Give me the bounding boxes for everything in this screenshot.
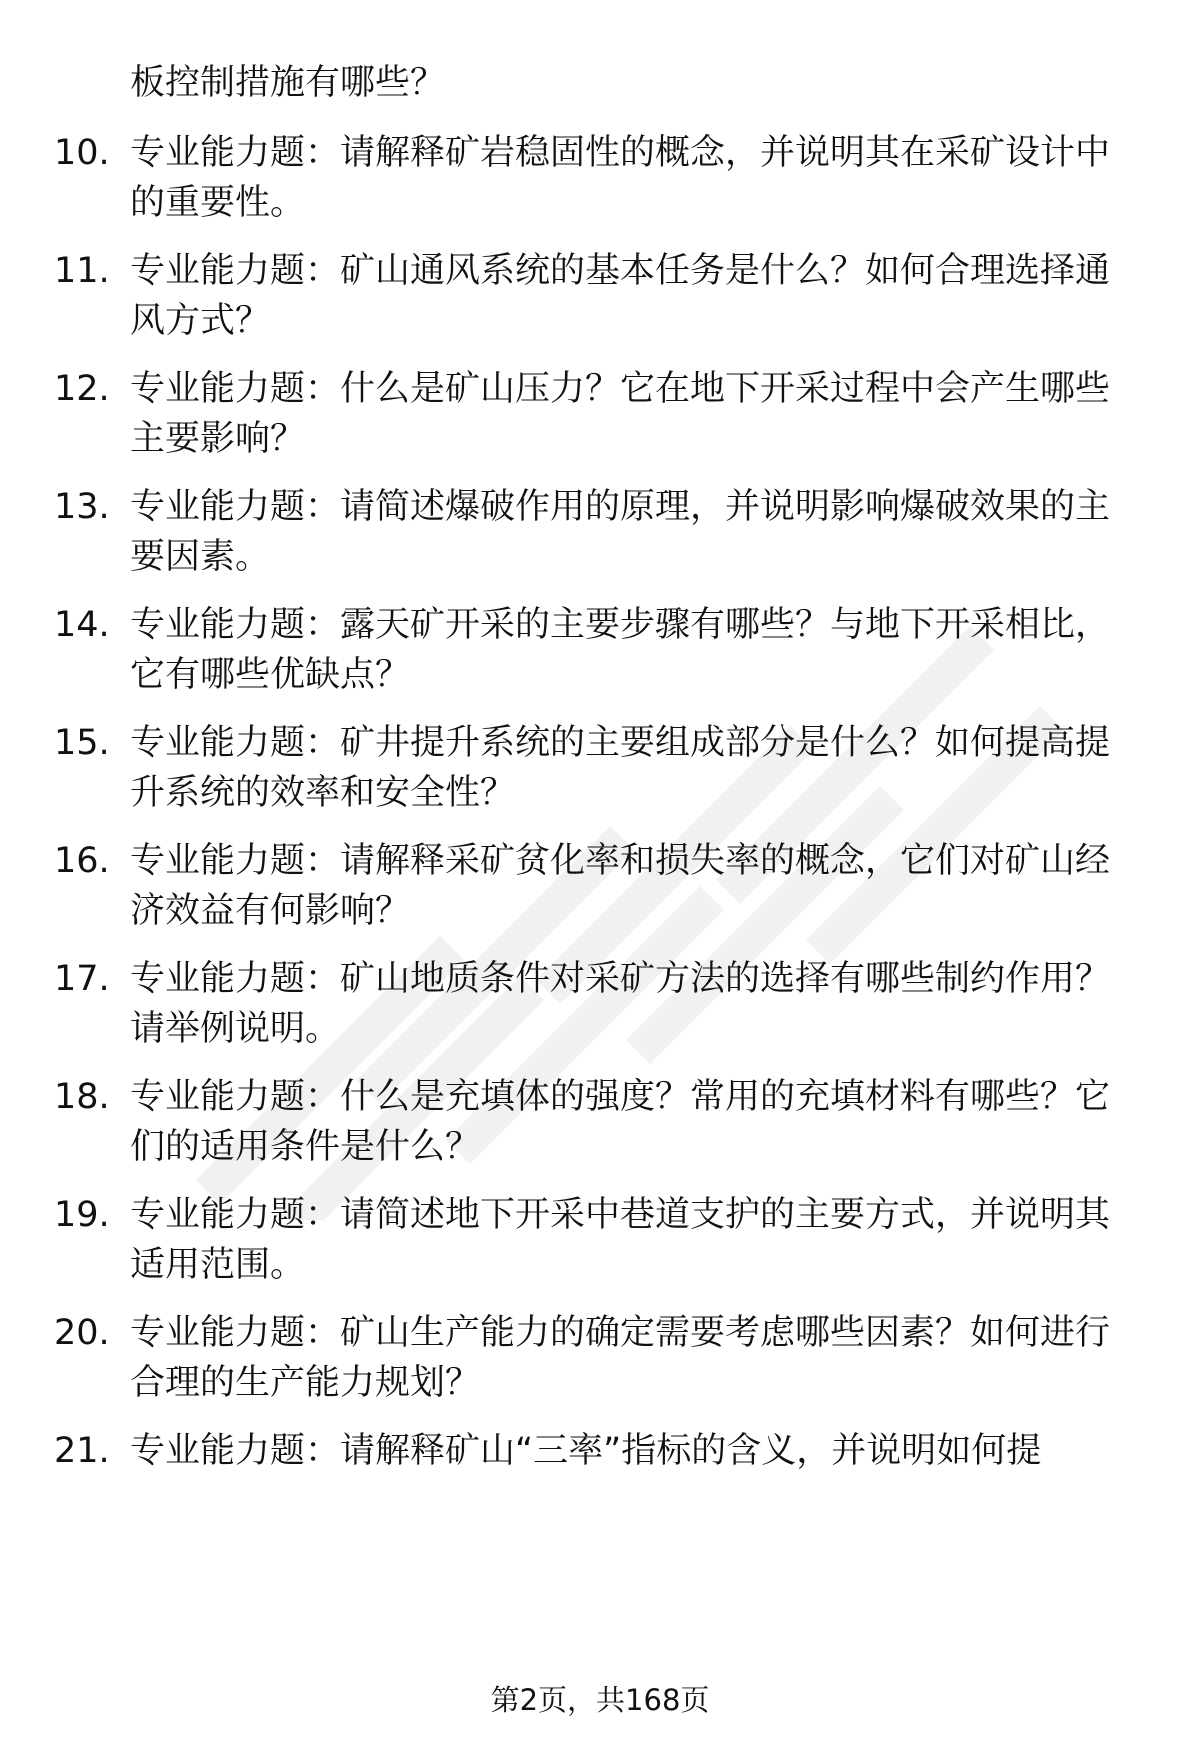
question-text: 专业能力题：矿山生产能力的确定需要考虑哪些因素？如何进行 合理的生产能力规划？ [130,1313,1111,1403]
question-text: 专业能力题：请解释矿岩稳固性的概念，并说明其在采矿设计中 的重要性。 [130,133,1111,223]
question-number: 12. [54,369,110,409]
question-number: 16. [54,841,110,881]
question-number: 18. [54,1077,110,1117]
question-text: 专业能力题：请解释采矿贫化率和损失率的概念，它们对矿山经 济效益有何影响？ [130,841,1111,931]
question-number: 19. [54,1195,110,1235]
question-number: 17. [54,959,110,999]
continuation-text: 板控制措施有哪些？ [130,63,446,103]
question-text: 专业能力题：请简述爆破作用的原理，并说明影响爆破效果的主 要因素。 [130,487,1111,577]
question-text: 专业能力题：矿山通风系统的基本任务是什么？如何合理选择通 风方式？ [130,251,1111,341]
question-number: 10. [54,133,110,173]
question-text: 专业能力题：请简述地下开采中巷道支护的主要方式，并说明其 适用范围。 [130,1195,1111,1285]
page-footer: 第2页，共168页 [490,1683,710,1717]
question-number: 13. [54,487,110,527]
question-number: 15. [54,723,110,763]
question-text: 专业能力题：请解释矿山“三率”指标的含义，并说明如何提 [130,1431,1042,1471]
question-text: 专业能力题：什么是充填体的强度？常用的充填材料有哪些？它 们的适用条件是什么？ [130,1077,1111,1167]
question-text: 专业能力题：矿山地质条件对采矿方法的选择有哪些制约作用？ 请举例说明。 [130,959,1111,1049]
question-number: 11. [54,251,110,291]
question-text: 专业能力题：矿井提升系统的主要组成部分是什么？如何提高提 升系统的效率和安全性？ [130,723,1111,813]
question-number: 21. [54,1431,110,1471]
question-number: 14. [54,605,110,645]
question-text: 专业能力题：什么是矿山压力？它在地下开采过程中会产生哪些 主要影响？ [130,369,1111,459]
question-number: 20. [54,1313,110,1353]
question-text: 专业能力题：露天矿开采的主要步骤有哪些？与地下开采相比， 它有哪些优缺点？ [130,605,1111,695]
